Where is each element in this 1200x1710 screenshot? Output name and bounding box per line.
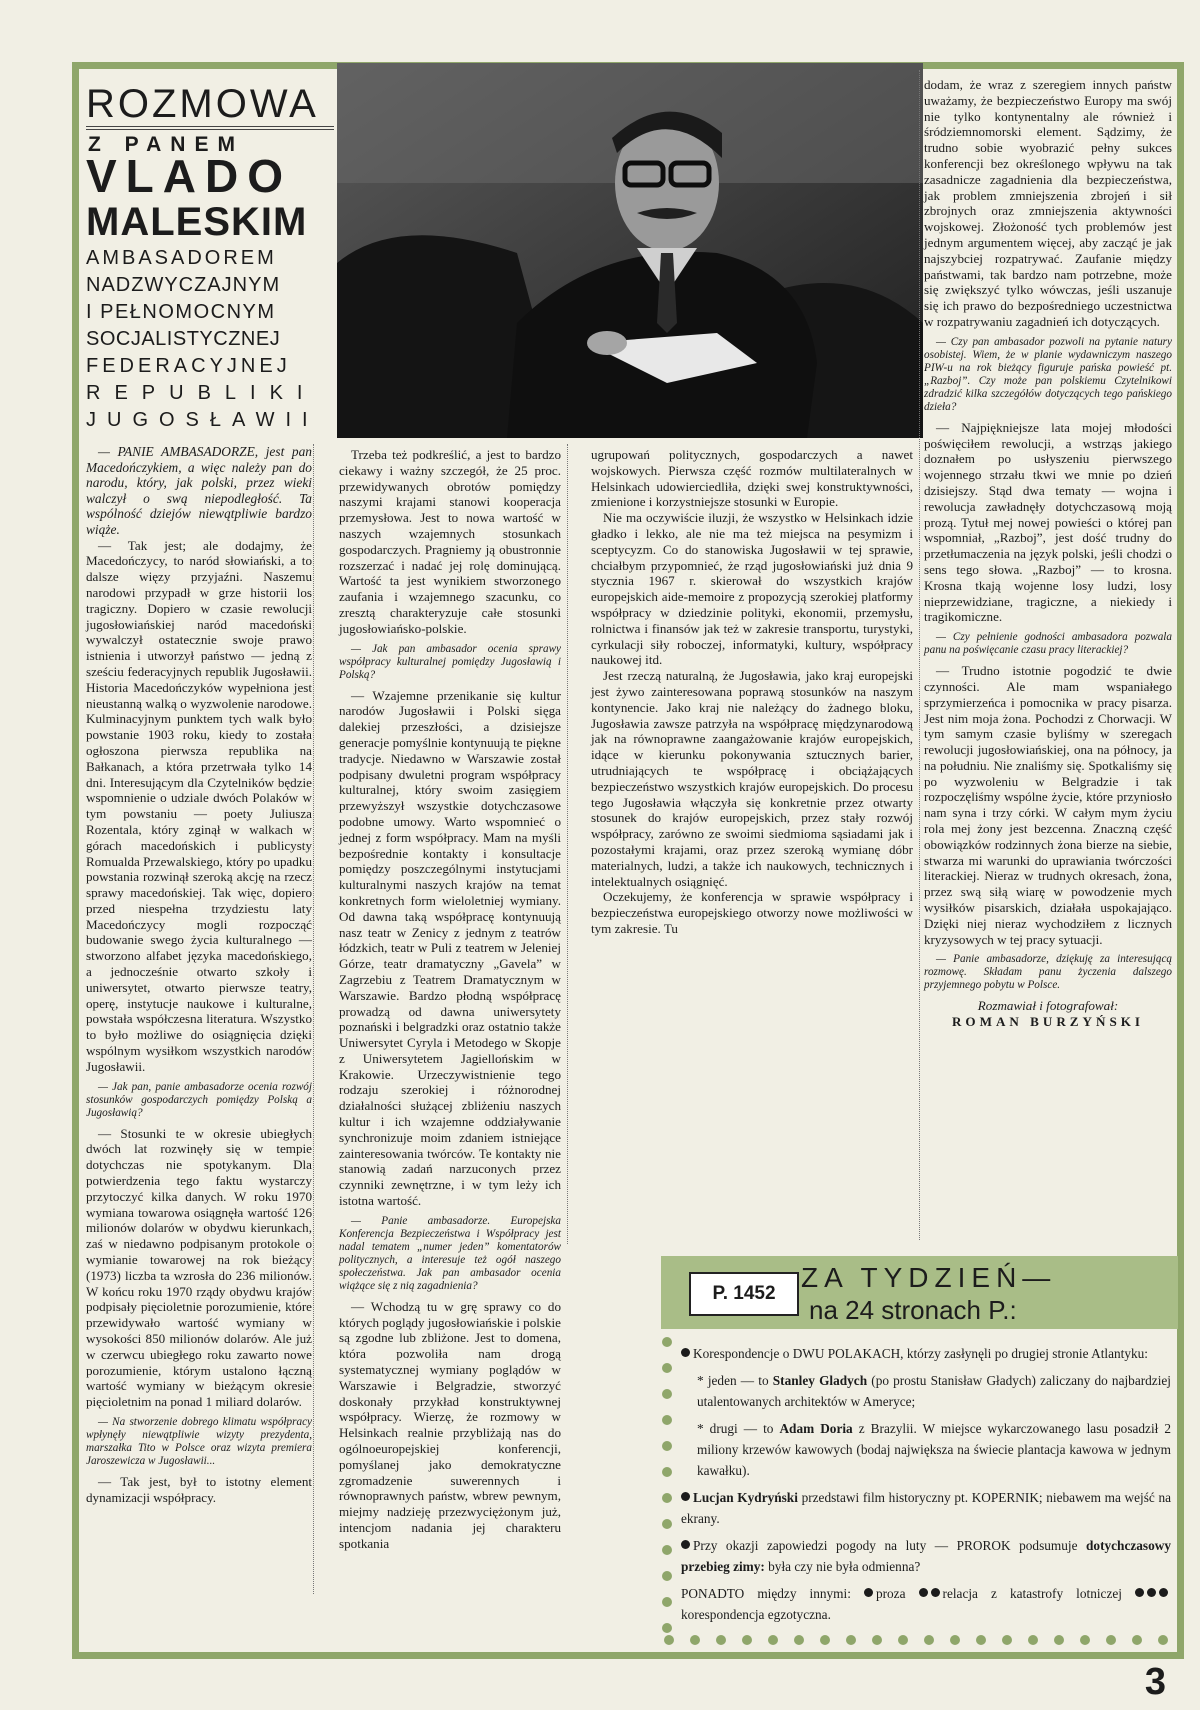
heading-line: I PEŁNOMOCNYM xyxy=(86,301,276,323)
name-last: MALESKIM xyxy=(86,200,308,244)
box-item: * jeden — to Stanley Gladych (po prostu Stanisław Gładych) zaliczany do najbardziej utalentowanych architektów w Ameryce; xyxy=(697,1373,1171,1409)
z-panem: Z PANEM xyxy=(88,133,244,156)
answer-paragraph: — Tak jest; ale dodajmy, że Macedończycy, to naród słowiański, a to dalsze więzy przyjaźni. Naszemu narodowi przypadł w grze historii los tragiczny. Dopiero w czasie rewolucji jugosłowiańskiej naród macedoński wywalczył ostatecznie swoje prawo istnienia i utworzył państwo — jedną z sześciu federacyjnych republik Jugosławii. Historia Macedończyków wypełniona jest nieustanną walką o wyzwolenie narodowe. Kulminacyjnym punktem tych walk było powstanie 1903 roku, kiedy to została ogłoszona pierwsza republika na Bałkanach, a która przetrwała tylko 14 dni. Interesującym dla Czytelników będzie wspomnienie o udziale dwóch Polaków w tym powstaniu — poety Juliusza Rozentala, który zginął w walkach w górach macedońskich i publicysty Romualda Przewalskiego, który po upadku powstania rozwinął szeroką akcję na rzecz sprawy macedońskiej. Tak więc, dopiero przed niespełna trzydziestu laty Macedończycy mogli rozpocząć budowanie swego życia kulturalnego — stworzono alfabet języka macedońskiego, a jednocześnie otwarto szkoły i uniwersytet, otwarto pierwsze teatry, operę, instytucje naukowe i kulturalne, powstała współczesna literatura. Wszystko to było możliwe do osiągnięcia dzięki wspólnym wysiłkom wszystkich narodów Jugosławii. xyxy=(86,537,312,1074)
answer-paragraph: — Tak jest, był to istotny element dynamizacji współpracy. xyxy=(86,1474,312,1505)
box-title: ZA TYDZIEŃ— xyxy=(801,1262,1057,1293)
heading-line: NADZWYCZAJNYM xyxy=(86,274,281,296)
heading-line: AMBASADOREM xyxy=(86,247,277,269)
bullet-icon xyxy=(1159,1588,1168,1597)
heading-line: REPUBLIKI xyxy=(86,382,317,404)
column-separator xyxy=(313,444,314,1594)
interviewer-question: — Jak pan, panie ambasadorze ocenia rozwój stosunków gospodarczych pomiędzy Polską a Jugosławią? xyxy=(86,1080,312,1119)
answer-paragraph: — Wzajemne przenikanie się kultur narodów Jugosławii i Polski sięga dalekiej przeszłości, a dzisiejsze generacje pomyślnie kontynuują te piękne tradycje. Niedawno w Warszawie został podpisany dwuletni program współpracy kulturalnej, który swoim zasięgiem przewyższył wszystkie dotychczasowe podobne umowy. Warto wspomnieć o jednej z form współpracy. Mam na myśli bezpośrednie kontakty i konsultacje pomiędzy poszczególnymi instytucjami kulturalnymi naszych krajów na temat konkretnych form wieloletniej wymiany. Od dawna taką współpracę kontynuują nasz teatr w Zenicy z jednym z teatrów łódzkich, teatr w Puli z teatrem w Jeleniej Górze, teatr dramatyczny „Gavela” w Zagrzebiu z Teatrem Dramatycznym w Warszawie. Bardzo płodną współpracę prowadzą od dawna uniwersytety poznański i belgradzki oraz ostatnio także Uniwersytet Cyryla i Metodego w Skopje z Uniwersytetem Jagiellońskim w Krakowie. Urzeczywistnienie tego rodzaju szerokiej i różnorodnej działalności służącej zbliżeniu naszych kultur i ich wzajemne oddziaływanie synchronizuje moim zdaniem istniejące zainteresowania twórców. Te kontakty nie stanowią zadań narzuconych przez czynniki zewnętrzne, i w tym leży ich istotna wartość. xyxy=(339,687,561,1209)
flower-border-bottom-icon xyxy=(659,1632,1178,1648)
bullet-icon xyxy=(681,1540,690,1549)
column-separator xyxy=(919,70,920,1240)
interviewer-question: — Panie ambasadorze. Europejska Konferencja Bezpieczeństwa i Współpracy jest nadal tematem „numer jeden” komentatorów politycznych, a interesuje też ogół naszego społeczeństwa. Jak pan ambasador ocenia wiążące się z nią zagadnienia? xyxy=(339,1214,561,1292)
title-rule xyxy=(86,126,334,127)
box-item: Przy okazji zapowiedzi pogody na luty — PROROK podsumuje dotychczasowy przebieg zimy: była czy nie była odmienna? xyxy=(681,1538,1171,1574)
article-column-4 xyxy=(924,77,1172,1030)
answer-paragraph: Jest rzeczą naturalną, że Jugosławia, jako kraj europejski jest żywo zainteresowana poprawą stosunków na naszym kontynencie. Jako kraj nie należący do żadnego bloku, Jugosławia zawsze patrzyła na współpracę międzynarodową jak na równoprawne zaangażowanie krajów europejskich, idące w kierunku pokonywania sztucznych barier, utrudniających te współpracę i obciążających bezpieczeństwo wszystkich krajów europejskich. Do procesu tego Jugosławia włączyła się konkretnie przez otwarty stosunek do krajów europejskich, przez stały rozwój współpracy, zarówno ze swoimi siedmioma sąsiadami jak i pozostałymi krajami, oraz przez szeroką wymianę dóbr materialnych, ludzi, a także ich naukowych, technicznych i intelektualnych osiągnięć. xyxy=(591,668,913,889)
name-first: VLADO xyxy=(86,150,292,202)
answer-paragraph: — Wchodzą tu w grę sprawy co do których poglądy jugosłowiańskie i polskie są zgodne lub zbliżone. Jest to domena, która pozwoliła nam drogą systematycznej wymiany poglądów w Warszawie i Belgradzie, stworzyć doskonały przykład konstruktywnej współpracy. Wierzę, że rozmowy w Helsinkach realnie przybliżają nas do ogólnoeuropejskiej konferencji, pomyślanej jako demokratyczne zgromadzenie suwerennych i równoprawnych państw, wbrew pewnym, miejmy nadzieję przezwyciężonym już, intencjom nadania jej charakteru spotkania xyxy=(339,1298,561,1551)
interviewer-question: — Na stworzenie dobrego klimatu współpracy wpłynęły niewątpliwie wizyty prezydenta, marszałka Tito w Polsce oraz wizyta premiera Jaroszewicza w Jugosławii... xyxy=(86,1416,312,1467)
answer-paragraph: Nie ma oczywiście iluzji, że wszystko w Helsinkach idzie gładko i lekko, ale nie ma też miejsca na pesymizm i sceptycyzm. Co do stanowiska Jugosławii w tej sprawie, chciałbym przypomnieć, że rząd jugosłowiański już dnia 9 stycznia 1967 r. skierował do wszystkich krajów europejskich aide-memoire z propozycją szerokiej platformy współpracy w dziedzinie polityki, ekonomii, przemysłu, rolnictwa i finansów jak też w zakresie transportu, turystyki, cyrkulacji siły roboczej, informatyki, kultury, współpracy naukowej itd. xyxy=(591,510,913,668)
answer-paragraph: — Najpiękniejsze lata mojej młodości poświęciłem rewolucji, a wstrząs jakiego doznałem po usłyszeniu pierwszego wojennego strzału tkwi we mnie po dzień dzisiejszy. Stąd dwa tematy — wojna i rewolucja zawładnęły dotychczasową moją prozą. Tytuł mej nowej powieści o której pan wspomniał, „Razboj”, jest dość trudny do przetłumaczenia na język polski, jeśli chodzi o sens tego słowa. „Razboj” — to krosna. Krosna tkają wojenne losy ludzi, losy nieprzewidziane, tragiczne, a niekiedy i tragikomiczne. xyxy=(924,419,1172,625)
author-name: ROMAN BURZYŃSKI xyxy=(951,1014,1145,1030)
interviewer-question: — Czy pan ambasador pozwoli na pytanie natury osobistej. Wiem, że w planie wydawniczym naszego PIW-u na rok bieżący figuruje pańska powieść pt. „Razboj”. Czy może pan polskiemu Czytelnikowi zdradzić kilka szczegółów dotyczących tego pańskiego dzieła? xyxy=(924,335,1172,413)
bullet-icon xyxy=(1147,1588,1156,1597)
article-column-1 xyxy=(86,444,312,1506)
interviewer-question: — Panie ambasadorze, dziękuję za interesującą rozmowę. Składam panu życzenia dalszego przyjemnego pobytu w Polsce. xyxy=(924,953,1172,992)
bullet-icon xyxy=(919,1588,928,1597)
heading-line: SOCJALISTYCZNEJ xyxy=(86,328,281,350)
article-column-2 xyxy=(339,447,561,1552)
interviewer-question: — PANIE AMBASADORZE, jest pan Macedończykiem, a więc należy pan do narodu, który, jak polski, przez wieki walczył o swą niepodległość. Ta wspólność dziejów niewątpliwie bardzo wiąże. xyxy=(86,444,312,537)
box-item: Lucjan Kydryński przedstawi film historyczny pt. KOPERNIK; niebawem ma wejść na ekrany. xyxy=(681,1490,1171,1526)
portrait-image xyxy=(337,63,923,438)
heading-line: FEDERACYJNEJ xyxy=(86,355,291,377)
bullet-icon xyxy=(681,1348,690,1357)
interviewer-question: — Czy pełnienie godności ambasadora pozwala panu na poświęcanie czasu pracy literackiej? xyxy=(924,631,1172,657)
title-rule xyxy=(86,129,334,130)
answer-paragraph: ugrupowań politycznych, gospodarczych a nawet wojskowych. Pierwsza część rozmów multilateralnych w Helsinkach udowierciedliła, dzięki swej konstruktywności, zmienione i korzystniejsze stosunki w Europie. xyxy=(591,447,913,510)
answer-paragraph: — Stosunki te w okresie ubiegłych dwóch lat rozwinęły się w tempie dotychczas nie spotykanym. Dla potwierdzenia tego faktu wystarczy przytoczyć kilka danych. W roku 1970 wymiana towarowa osiągnęła wartość 126 milionów dolarów w obydwu kierunkach, zaś w niedawno podpisanym protokole o wymianie towarowej na rok bieżący (1973) liczba ta wzrosła do 236 milionów. W końcu roku 1970 rządy obydwu krajów podpisały pięcioletnie porozumienie, które przewidywało wartość wymiany w wysokości 850 milionów dolarów. Ale już w czerwcu ubiegłego roku zawarto nowe porozumienie, którym ustalono łączną wartość wymiany w bieżącym okresie pięcioletnim na ponad 1 miliard dolarów. xyxy=(86,1125,312,1410)
box-item: PONADTO między innymi: proza relacja z katastrofy lotniczej korespondencja egzotyczna. xyxy=(681,1583,1171,1625)
page-number: 3 xyxy=(1144,1661,1166,1703)
ambassador-photo xyxy=(337,63,923,438)
bullet-icon xyxy=(864,1588,873,1597)
box-subtitle: na 24 stronach P.: xyxy=(809,1295,1017,1325)
answer-paragraph: Trzeba też podkreślić, a jest to bardzo ciekawy i ważny szczegół, że 25 proc. przewidywanych obrotów pomiędzy naszymi krajami stanowi kooperacja przemysłowa. Jest to nowa wartość w naszych wzajemnych stosunkach gospodarczych. Pragniemy ją obustronnie rozszerzać i nadać jej rolę dominującą. Wartość ta jest wynikiem stworzonego zaufania i wzajemnego szacunku, co zresztą charakteryzuje całe stosunki jugosłowiańsko-polskie. xyxy=(339,447,561,636)
column-separator xyxy=(567,444,568,1244)
flower-border-icon xyxy=(659,1332,675,1652)
next-week-box xyxy=(659,1256,1178,1651)
box-item: * drugi — to Adam Doria z Brazylii. W miejsce wykarczowanego lasu posadził 2 miliony krzewów kawowych (bodaj największa na świecie plantacja kawowa w jednym kawałku). xyxy=(697,1421,1172,1478)
bullet-icon xyxy=(1135,1588,1144,1597)
section-title: ROZMOWA xyxy=(86,82,319,126)
interviewer-question: — Jak pan ambasador ocenia sprawy współpracy kulturalnej pomiędzy Jugosławią i Polską? xyxy=(339,642,561,681)
byline: Rozmawiał i fotografował: xyxy=(977,998,1119,1014)
answer-paragraph: — Trudno istotnie pogodzić te dwie czynności. Ale mam wspaniałego sprzymierzeńca i pomocnika w pracy pisarza. Jest nim moja żona. Pochodzi z Chorwacji. W tym samym czasie byliśmy w szeregach rewolucji jugosłowiańskiej, ona na północy, ja na południu. Nie znaliśmy się. Spotkaliśmy się po wyzwoleniu w Belgradzie i tak rozpoczęliśmy wspólne życie, które przyniosło nam syna i trzy córki. W całym mym życiu rola mej żony jest bezcenna. Znaczną część obowiązków rodzinnych żona bierze na siebie, stwarza mi warunki do uprawiania twórczości literackiej. Nieraz w trudnych okresach, żona, przez swą siłą wiarę w powodzenie mych wysiłków pisarskich, działała uspokajająco. Dzięki niej nieraz wychodziłem z licznych kryzysowych w tej pracy sytuacji. xyxy=(924,663,1172,947)
box-header xyxy=(661,1256,1178,1329)
bullet-icon xyxy=(681,1492,690,1501)
heading-line: JUGOSŁAWII xyxy=(86,409,319,431)
answer-paragraph: Oczekujemy, że konferencja w sprawie współpracy i bezpieczeństwa europejskiego otworzy nowe możliwości w tym zakresie. Tu xyxy=(591,889,913,936)
box-body xyxy=(681,1343,1171,1631)
article-column-3 xyxy=(591,447,913,937)
answer-paragraph: dodam, że wraz z szeregiem innych państw uważamy, że bezpieczeństwo Europy ma swój nie tylko kontynentalny ale również i śródziemnomorski element. Sądzimy, że trudno sobie wyobrazić pełny sukces konferencji bez określonego wpływu na tak zasadnicze zagadnienia dla bezpieczeństwa, jak problem zmniejszenia zbrojeń i sił zbrojnych oraz zmniejszenia aktywności wojskowej. Złożoność tych problemów jest jednym argumentem więcej, aby zacząć je jak najszybciej rozpatrywać. Zaufanie między państwami, tak bardzo nam potrzebne, może się zwiększyć tylko wówczas, jeśli uszanuje się ich prawo do bezpośredniego uczestnictwa w rozpatrywaniu zagadnień ich dotyczących. xyxy=(924,77,1172,329)
box-item: Korespondencje o DWU POLAKACH, którzy zasłynęli po drugiej stronie Atlantyku: xyxy=(681,1343,1171,1364)
issue-label: P. 1452 xyxy=(689,1272,799,1316)
bullet-icon xyxy=(931,1588,940,1597)
